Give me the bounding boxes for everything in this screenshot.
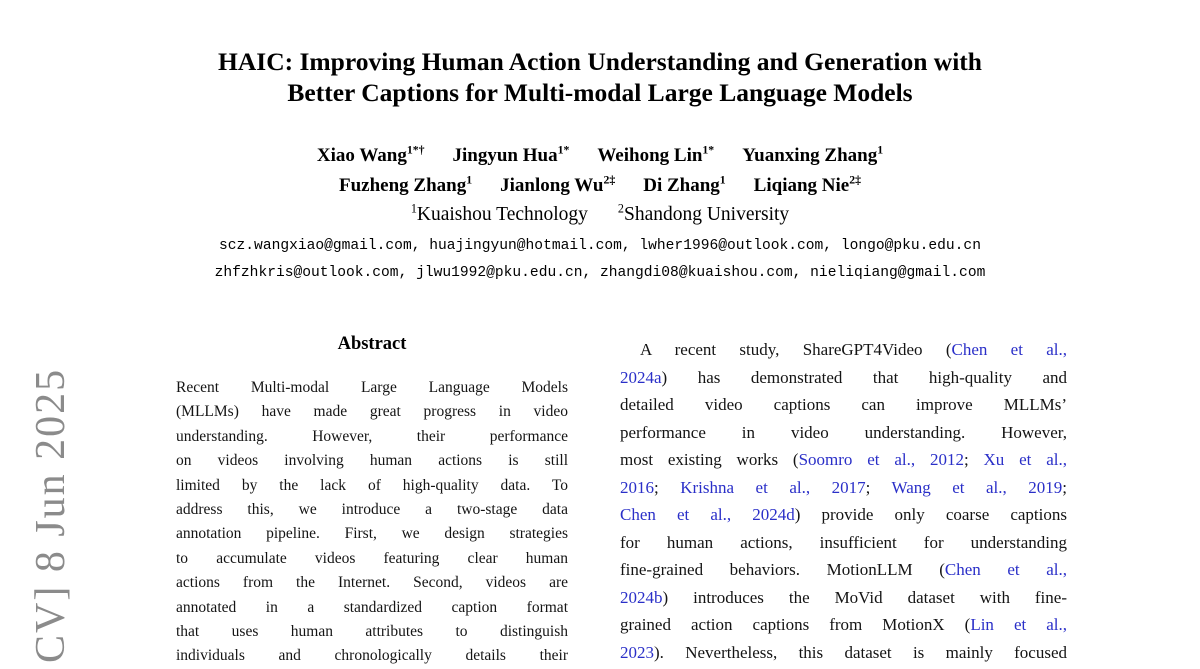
intro-text: performance in video understanding. However, (620, 422, 1067, 442)
paper-title (0, 46, 1200, 108)
abstract-line: to accumulate videos featuring clear human (176, 549, 568, 567)
intro-line (620, 556, 1067, 584)
affiliation-superscript: 2 (617, 201, 624, 216)
intro-line (620, 336, 1067, 364)
author-name: Xiao Wang$^{1*\dagger}$ (316, 143, 425, 166)
abstract-section (176, 334, 568, 669)
author-name: Yuanxing Zhang$^1$ (742, 143, 884, 166)
intro-text: ; (1062, 477, 1068, 497)
intro-line (620, 611, 1067, 639)
abstract-line: annotation pipeline. First, we design strategies (176, 525, 568, 543)
intro-text: grained action captions from MotionX ( (620, 615, 971, 634)
abstract-line: that uses human attributes to distinguish (176, 623, 568, 641)
intro-line (620, 446, 1067, 474)
intro-line (620, 584, 1067, 612)
intro-text: fine-grained behaviors. MotionLLM ( (620, 560, 945, 579)
citation-link[interactable]: 2023 (620, 642, 654, 662)
intro-text: ) introduces the MoVid dataset with fine- (662, 587, 1067, 607)
author-superscript: 1*† (406, 143, 425, 157)
author-name: Jingyun Hua$^{1*}$ (452, 143, 570, 166)
intro-text: A recent study, ShareGPT4Video ( (640, 340, 952, 359)
paper-title-line-1: HAIC: Improving Human Action Understanding and Generation with (218, 47, 982, 76)
abstract-body (176, 376, 568, 669)
author-superscript: 1 (466, 173, 473, 187)
author-name: Weihong Lin$^{1*}$ (597, 143, 715, 166)
abstract-line: on videos involving human actions is still (176, 452, 568, 470)
intro-text: ; (963, 450, 984, 469)
citation-link[interactable]: 2024b (620, 587, 663, 607)
intro-line (620, 364, 1067, 392)
author-row (0, 171, 1200, 201)
abstract-line: individuals and chronologically details their (176, 647, 568, 665)
intro-text: ; (654, 477, 681, 497)
affiliations (0, 202, 1200, 228)
citation-link[interactable]: Lin et al., (970, 615, 1067, 634)
intro-text: ; (865, 477, 892, 497)
intro-line (620, 474, 1067, 502)
intro-line (620, 639, 1067, 667)
citation-link[interactable]: 2024a (620, 367, 662, 387)
abstract-line: limited by the lack of high-quality data. To (176, 476, 568, 494)
abstract-line: (MLLMs) have made great progress in video (176, 403, 568, 421)
author-superscript: 1 (877, 143, 884, 157)
affiliation-item: $^1$Kuaishou Technology (410, 201, 588, 225)
abstract-heading: Abstract (337, 334, 407, 354)
intro-text: most existing works ( (620, 450, 799, 469)
author-superscript: 2‡ (849, 173, 861, 187)
intro-line (620, 391, 1067, 419)
affiliation-item: $^2$Shandong University (617, 201, 790, 225)
emails-line-1: scz.wangxiao@gmail.com, huajingyun@hotmail.com, lwher1996@outlook.com, longo@pku.edu.cn (219, 238, 981, 254)
abstract-line: understanding. However, their performance (176, 427, 568, 445)
author-name: Jianlong $Wu^{2\ddagger}$ (500, 173, 616, 196)
citation-link[interactable]: Chen et al., (944, 560, 1068, 579)
abstract-line: annotated in a standardized caption format (176, 598, 568, 616)
citation-link[interactable]: 2016 (620, 477, 654, 497)
citation-link[interactable]: Xu et al., (983, 450, 1067, 469)
author-row (0, 141, 1200, 171)
author-superscript: 1* (702, 143, 715, 157)
intro-text: for human actions, insufficient for understanding (620, 532, 1067, 552)
citation-link[interactable]: Krishna et al., 2017 (680, 477, 866, 497)
authors-block (0, 141, 1200, 201)
introduction-column (620, 336, 1067, 666)
paper-title-line-2: Better Captions for Multi-modal Large Language Models (287, 78, 913, 107)
affiliation-superscript: 1 (410, 201, 417, 216)
intro-line (620, 529, 1067, 557)
author-name: Liqiang Nie$^{2\ddagger}$ (753, 173, 861, 196)
abstract-line: address this, we introduce a two-stage data (176, 501, 568, 519)
emails-line-2: zhfzhkris@outlook.com, jlwu1992@pku.edu.cn, zhangdi08@kuaishou.com, nieliqiang@gmail.com (214, 265, 986, 281)
author-name: Di Zhang$^1$ (643, 173, 726, 196)
author-superscript: 1 (719, 173, 726, 187)
emails-block (0, 233, 1200, 287)
citation-link[interactable]: Chen et al., (951, 340, 1067, 359)
abstract-line: Recent Multi-modal Large Language Models (176, 379, 568, 396)
intro-line (620, 501, 1067, 529)
abstract-line: actions from the Internet. Second, videos are (176, 574, 568, 592)
citation-link[interactable]: Chen et al., 2024d (620, 505, 795, 524)
author-superscript: 1* (557, 143, 570, 157)
author-superscript: 2‡ (603, 173, 616, 187)
author-name: Fuzheng Zhang$^1$ (339, 173, 473, 196)
citation-link[interactable]: Wang et al., 2019 (891, 477, 1063, 497)
intro-line (620, 419, 1067, 447)
intro-text: detailed video captions can improve MLLMs’ (620, 395, 1067, 414)
intro-text: ) provide only coarse captions (794, 505, 1067, 524)
intro-text: ) has demonstrated that high-quality and (661, 367, 1067, 387)
intro-text: ). Nevertheless, this dataset is mainly focused (654, 642, 1067, 662)
citation-link[interactable]: Soomro et al., 2012 (798, 450, 964, 469)
arxiv-watermark: CV] 8 Jun 2025 (28, 367, 74, 663)
